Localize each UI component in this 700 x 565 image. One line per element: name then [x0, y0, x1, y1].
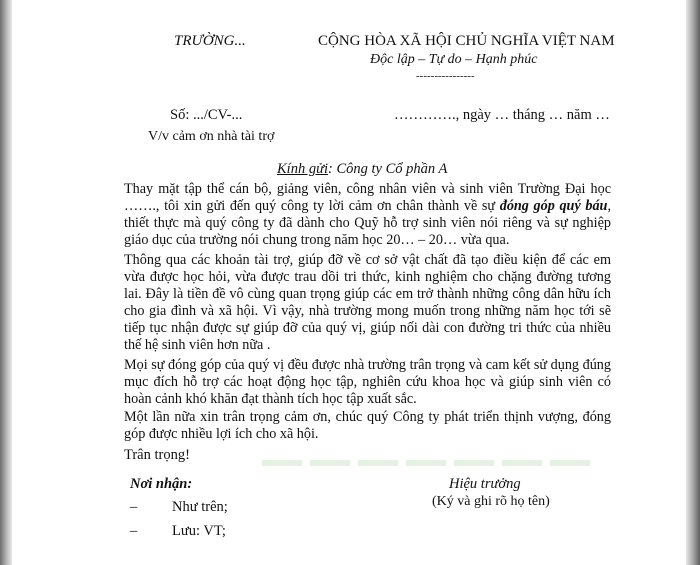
- faint-highlight-marks: [262, 460, 592, 466]
- recipient-1-text: Như trên;: [172, 499, 228, 515]
- paragraph-3: [124, 357, 611, 408]
- document-date: …………., ngày … tháng … năm …: [394, 107, 610, 123]
- paragraph-4: [124, 409, 611, 443]
- emphasis-text: đóng góp quý báu: [499, 198, 608, 214]
- signature-title: Hiệu trưởng: [449, 476, 521, 492]
- motto-underline: ----------------: [416, 70, 475, 82]
- paragraph-4-text: Một lần nữa xin trân trọng cảm ơn, chúc quý Công ty phát triển thịnh vượng, đóng góp được nhiều lợi ích cho xã hội.: [124, 409, 611, 442]
- paragraph-1-start: Thay mặt tập thể cán bộ, giảng viên, công nhân viên và sinh viên Trường Đại học ……., tôi xin gửi đến quý công ty lời cảm ơn chân thành về sự: [124, 181, 611, 214]
- window-frame-right: [686, 0, 700, 565]
- window-frame-left: [0, 0, 12, 565]
- school-name: TRƯỜNG...: [174, 33, 246, 49]
- signature-note: (Ký và ghi rõ họ tên): [432, 494, 550, 509]
- closing-line: Trân trọng!: [124, 447, 190, 463]
- greeting-label: Kính gửi: [277, 161, 329, 177]
- document-subject: V/v cảm ơn nhà tài trợ: [148, 129, 275, 144]
- paragraph-2: [124, 252, 611, 354]
- greeting-recipient: : Công ty Cổ phần A: [328, 161, 448, 177]
- paragraph-1: [124, 181, 611, 249]
- recipient-1-dash: –: [130, 499, 138, 515]
- recipient-2-dash: –: [130, 523, 138, 539]
- paragraph-1-end: , thiết thực mà quý công ty đã dành cho Quỹ hỗ trợ sinh viên nói riêng và sự nghiệp giáo dục của trường nói chung trong năm học 20… – 20… vừa qua.: [124, 198, 611, 248]
- document-number: Số: .../CV-...: [170, 107, 243, 123]
- recipients-title: Nơi nhận:: [130, 476, 193, 492]
- paragraph-3-text: Mọi sự đóng góp của quý vị đều được nhà trường trân trọng và cam kết sử dụng đúng mục đích hỗ trợ các hoạt động học tập, nghiên cứu khoa học và giúp sinh viên có hoàn cảnh khó khăn đạt thành tích học tập xuất sắc.: [124, 357, 611, 407]
- document-page: [12, 0, 686, 565]
- greeting-line: [277, 161, 447, 178]
- paragraph-2-text: Thông qua các khoản tài trợ, giúp đỡ về cơ sở vật chất đã tạo điều kiện để các em vừa được học hỏi, vừa được trau dồi tri thức, kinh nghiệm cho chặng đường tương lai. Đây là tiền đề vô cùng quan trọng giúp các em trở thành những công dân hữu ích cho gia đình và xã hội. Vì vậy, nhà trường mong muốn trong những năm học tới sẽ tiếp tục nhận được sự giúp đỡ của quý vị, giúp nối dài con đường tri thức của nhiều thế hệ sinh viên hơn nữa .: [124, 252, 611, 353]
- recipient-2-text: Lưu: VT;: [172, 523, 226, 539]
- national-title: CỘNG HÒA XÃ HỘI CHỦ NGHĨA VIỆT NAM: [318, 33, 615, 49]
- national-motto: Độc lập – Tự do – Hạnh phúc: [370, 52, 538, 67]
